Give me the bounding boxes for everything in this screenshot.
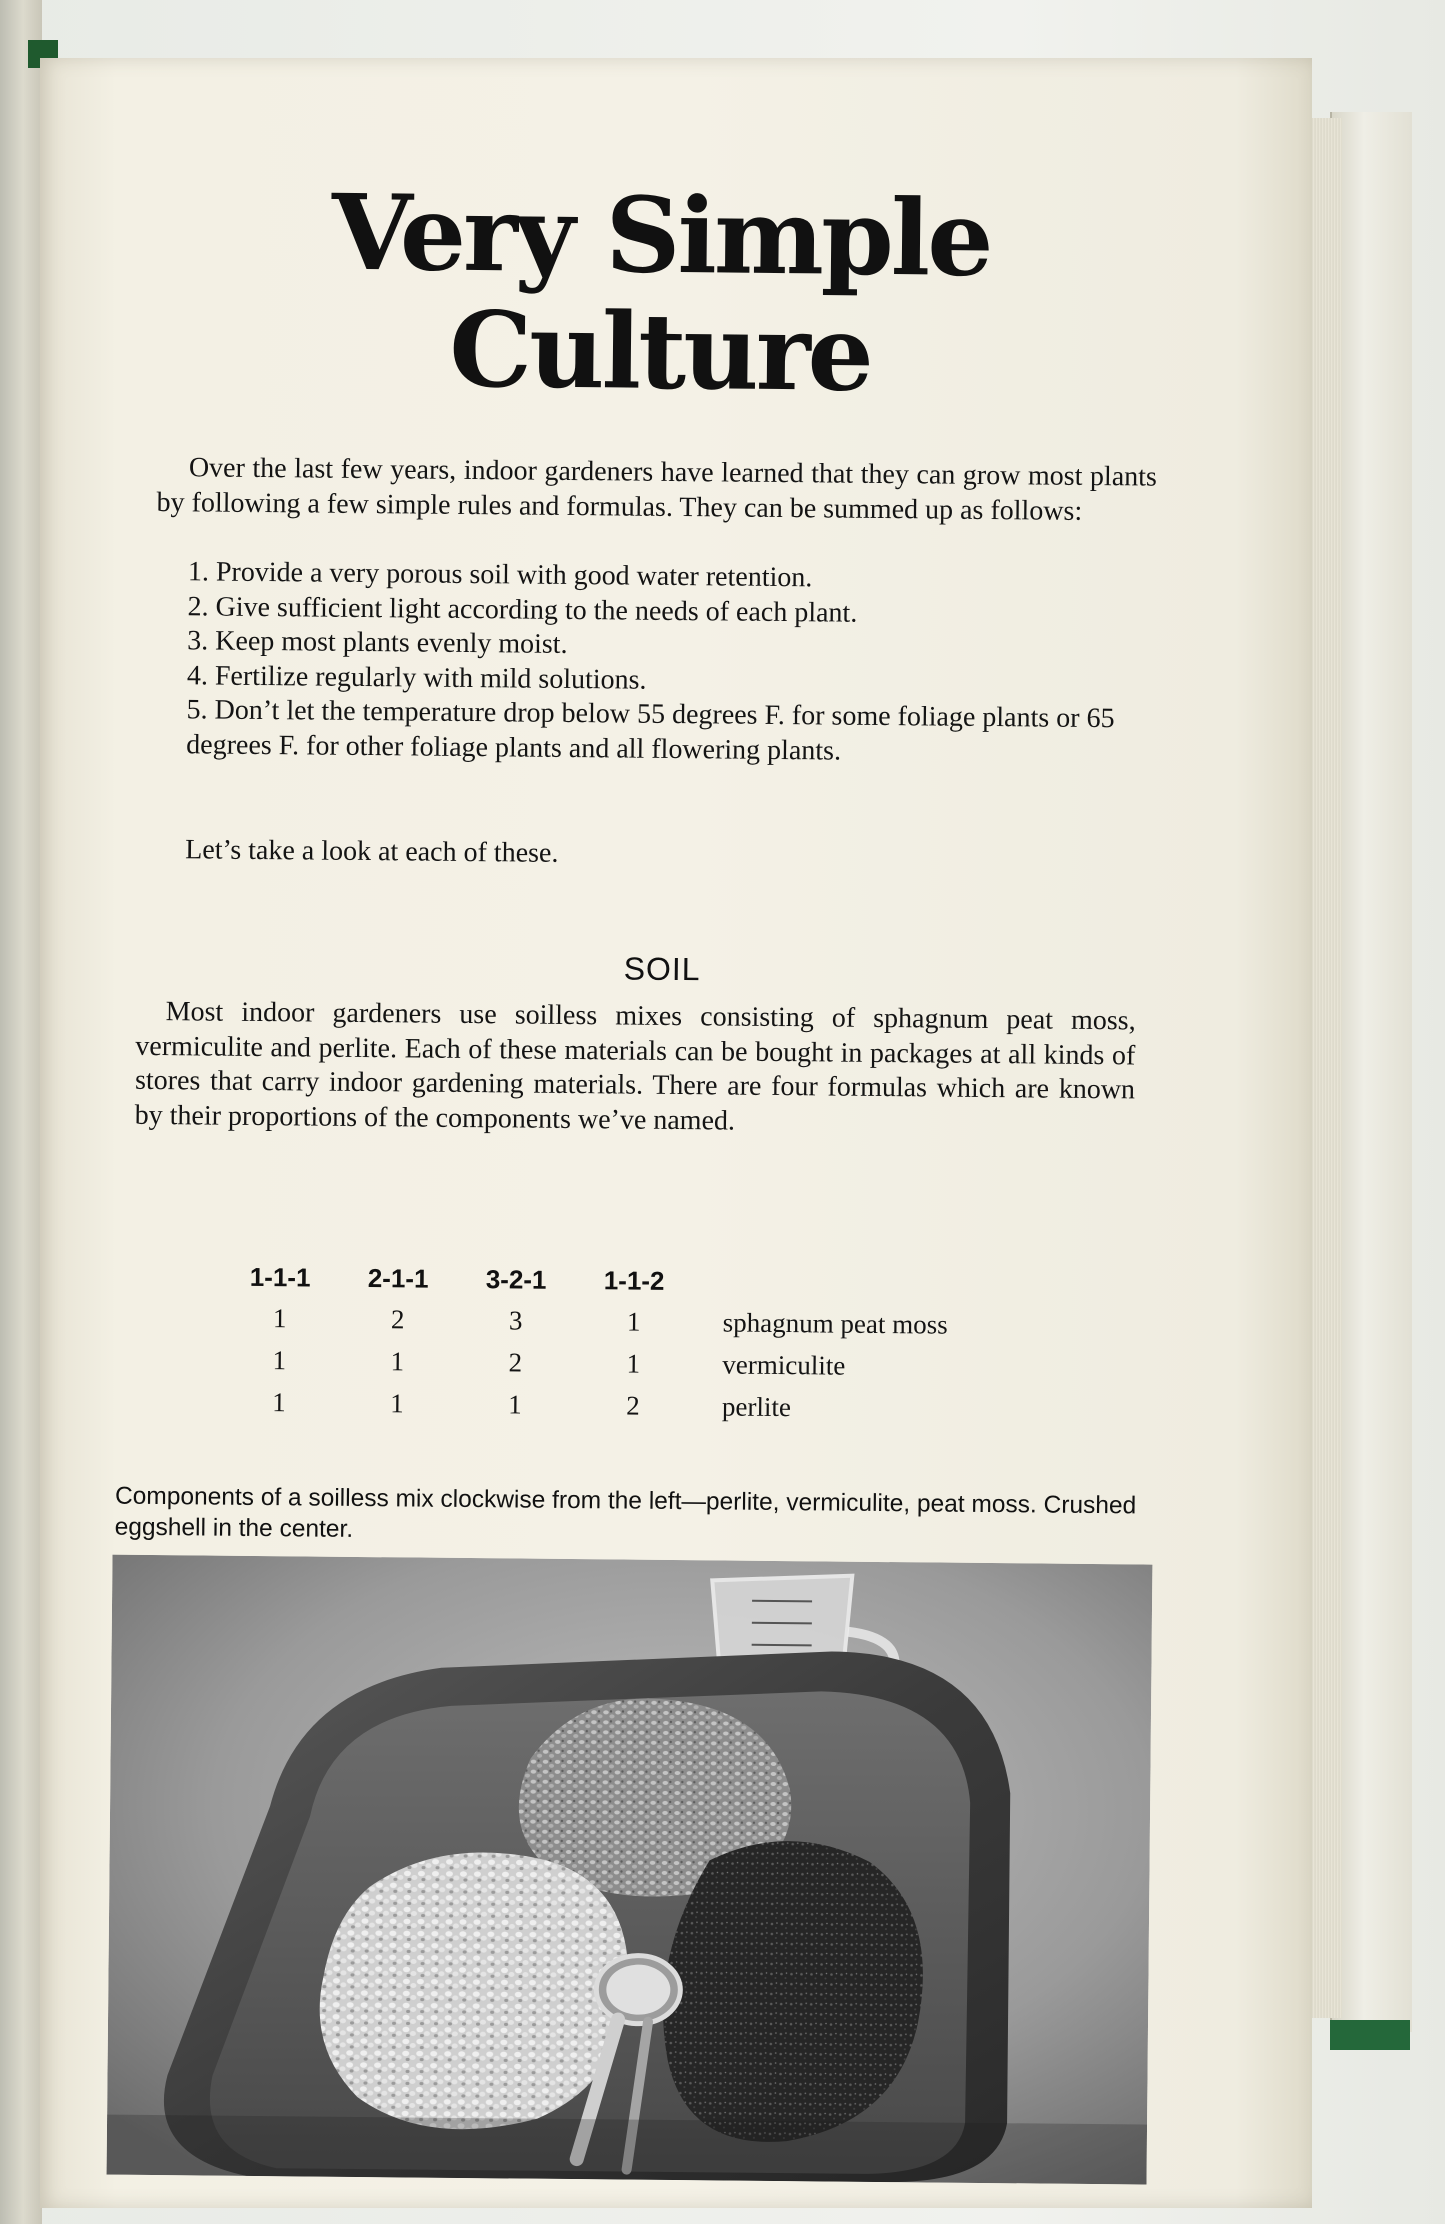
- component-name: perlite: [721, 1390, 792, 1422]
- formula-header: 1-1-2: [603, 1264, 665, 1296]
- title-line: Very Simple: [331, 170, 992, 300]
- formula-header: 1-1-1: [249, 1261, 311, 1292]
- component-header: [693, 1261, 1053, 1304]
- page-title: [280, 170, 1042, 415]
- table-cell: 1: [626, 1306, 641, 1337]
- table-cell: 1: [272, 1302, 287, 1333]
- formula-table: [220, 1257, 1054, 1431]
- book-cover-edge: [1330, 112, 1412, 2032]
- figure-caption: Components of a soilless mix clockwise from the left—perlite, vermiculite, peat moss. Crushed eggshell in the center.: [114, 1482, 1137, 1543]
- table-cell: 1: [626, 1348, 641, 1379]
- book-cover-corner: [1330, 2020, 1410, 2050]
- soilless-mix-photo: [107, 1555, 1153, 2185]
- intro-paragraph: Over the last few years, indoor gardeners have learned that they can grow most plants by following a few simple rules and formulas. They can be summed up as follows:: [156, 452, 1158, 527]
- table-cell: 1: [390, 1387, 404, 1418]
- table-cell: 2: [508, 1346, 523, 1378]
- soil-paragraph: Most indoor gardeners use soilless mixes consisting of sphagnum peat moss, vermiculite and perlite. Each of these materials can be bought in packages at all kinds of stores that carry indoor gardening materials. There are four formulas which are known by their proportions of the components we’ve named.: [134, 996, 1136, 1137]
- book-page: [40, 58, 1312, 2208]
- table-cell: 1: [390, 1345, 405, 1376]
- table-cell: 1: [272, 1386, 286, 1417]
- rules-list: [154, 555, 1156, 772]
- list-item: 3. Keep most plants evenly moist.: [187, 625, 568, 661]
- table-cell: 1: [272, 1344, 287, 1375]
- table-cell: 2: [626, 1390, 640, 1421]
- formula-header: 3-2-1: [485, 1263, 547, 1295]
- component-name: vermiculite: [722, 1348, 846, 1381]
- table-cell: 2: [390, 1303, 405, 1334]
- list-item: 4. Fertilize regularly with mild solutions.: [186, 660, 647, 696]
- list-item: 1. Provide a very porous soil with good water retention.: [187, 556, 813, 594]
- list-item: 5. Don’t let the temperature drop below 55 degrees F. for some foliage plants or 65 degrees F. for other foliage plants and all flowering plants.: [186, 694, 1115, 767]
- table-cell: 1: [508, 1388, 522, 1420]
- table-cell: 3: [508, 1304, 523, 1336]
- component-name: sphagnum peat moss: [722, 1306, 948, 1340]
- formula-header: 2-1-1: [367, 1262, 429, 1294]
- list-item: 2. Give sufficient light according to the needs of each plant.: [187, 590, 858, 629]
- section-heading-soil: SOIL: [623, 950, 701, 988]
- closing-sentence: Let’s take a look at each of these.: [185, 834, 559, 869]
- page-content: [22, 52, 1315, 2214]
- title-line: Culture: [448, 287, 872, 415]
- table-row: [220, 1381, 1052, 1431]
